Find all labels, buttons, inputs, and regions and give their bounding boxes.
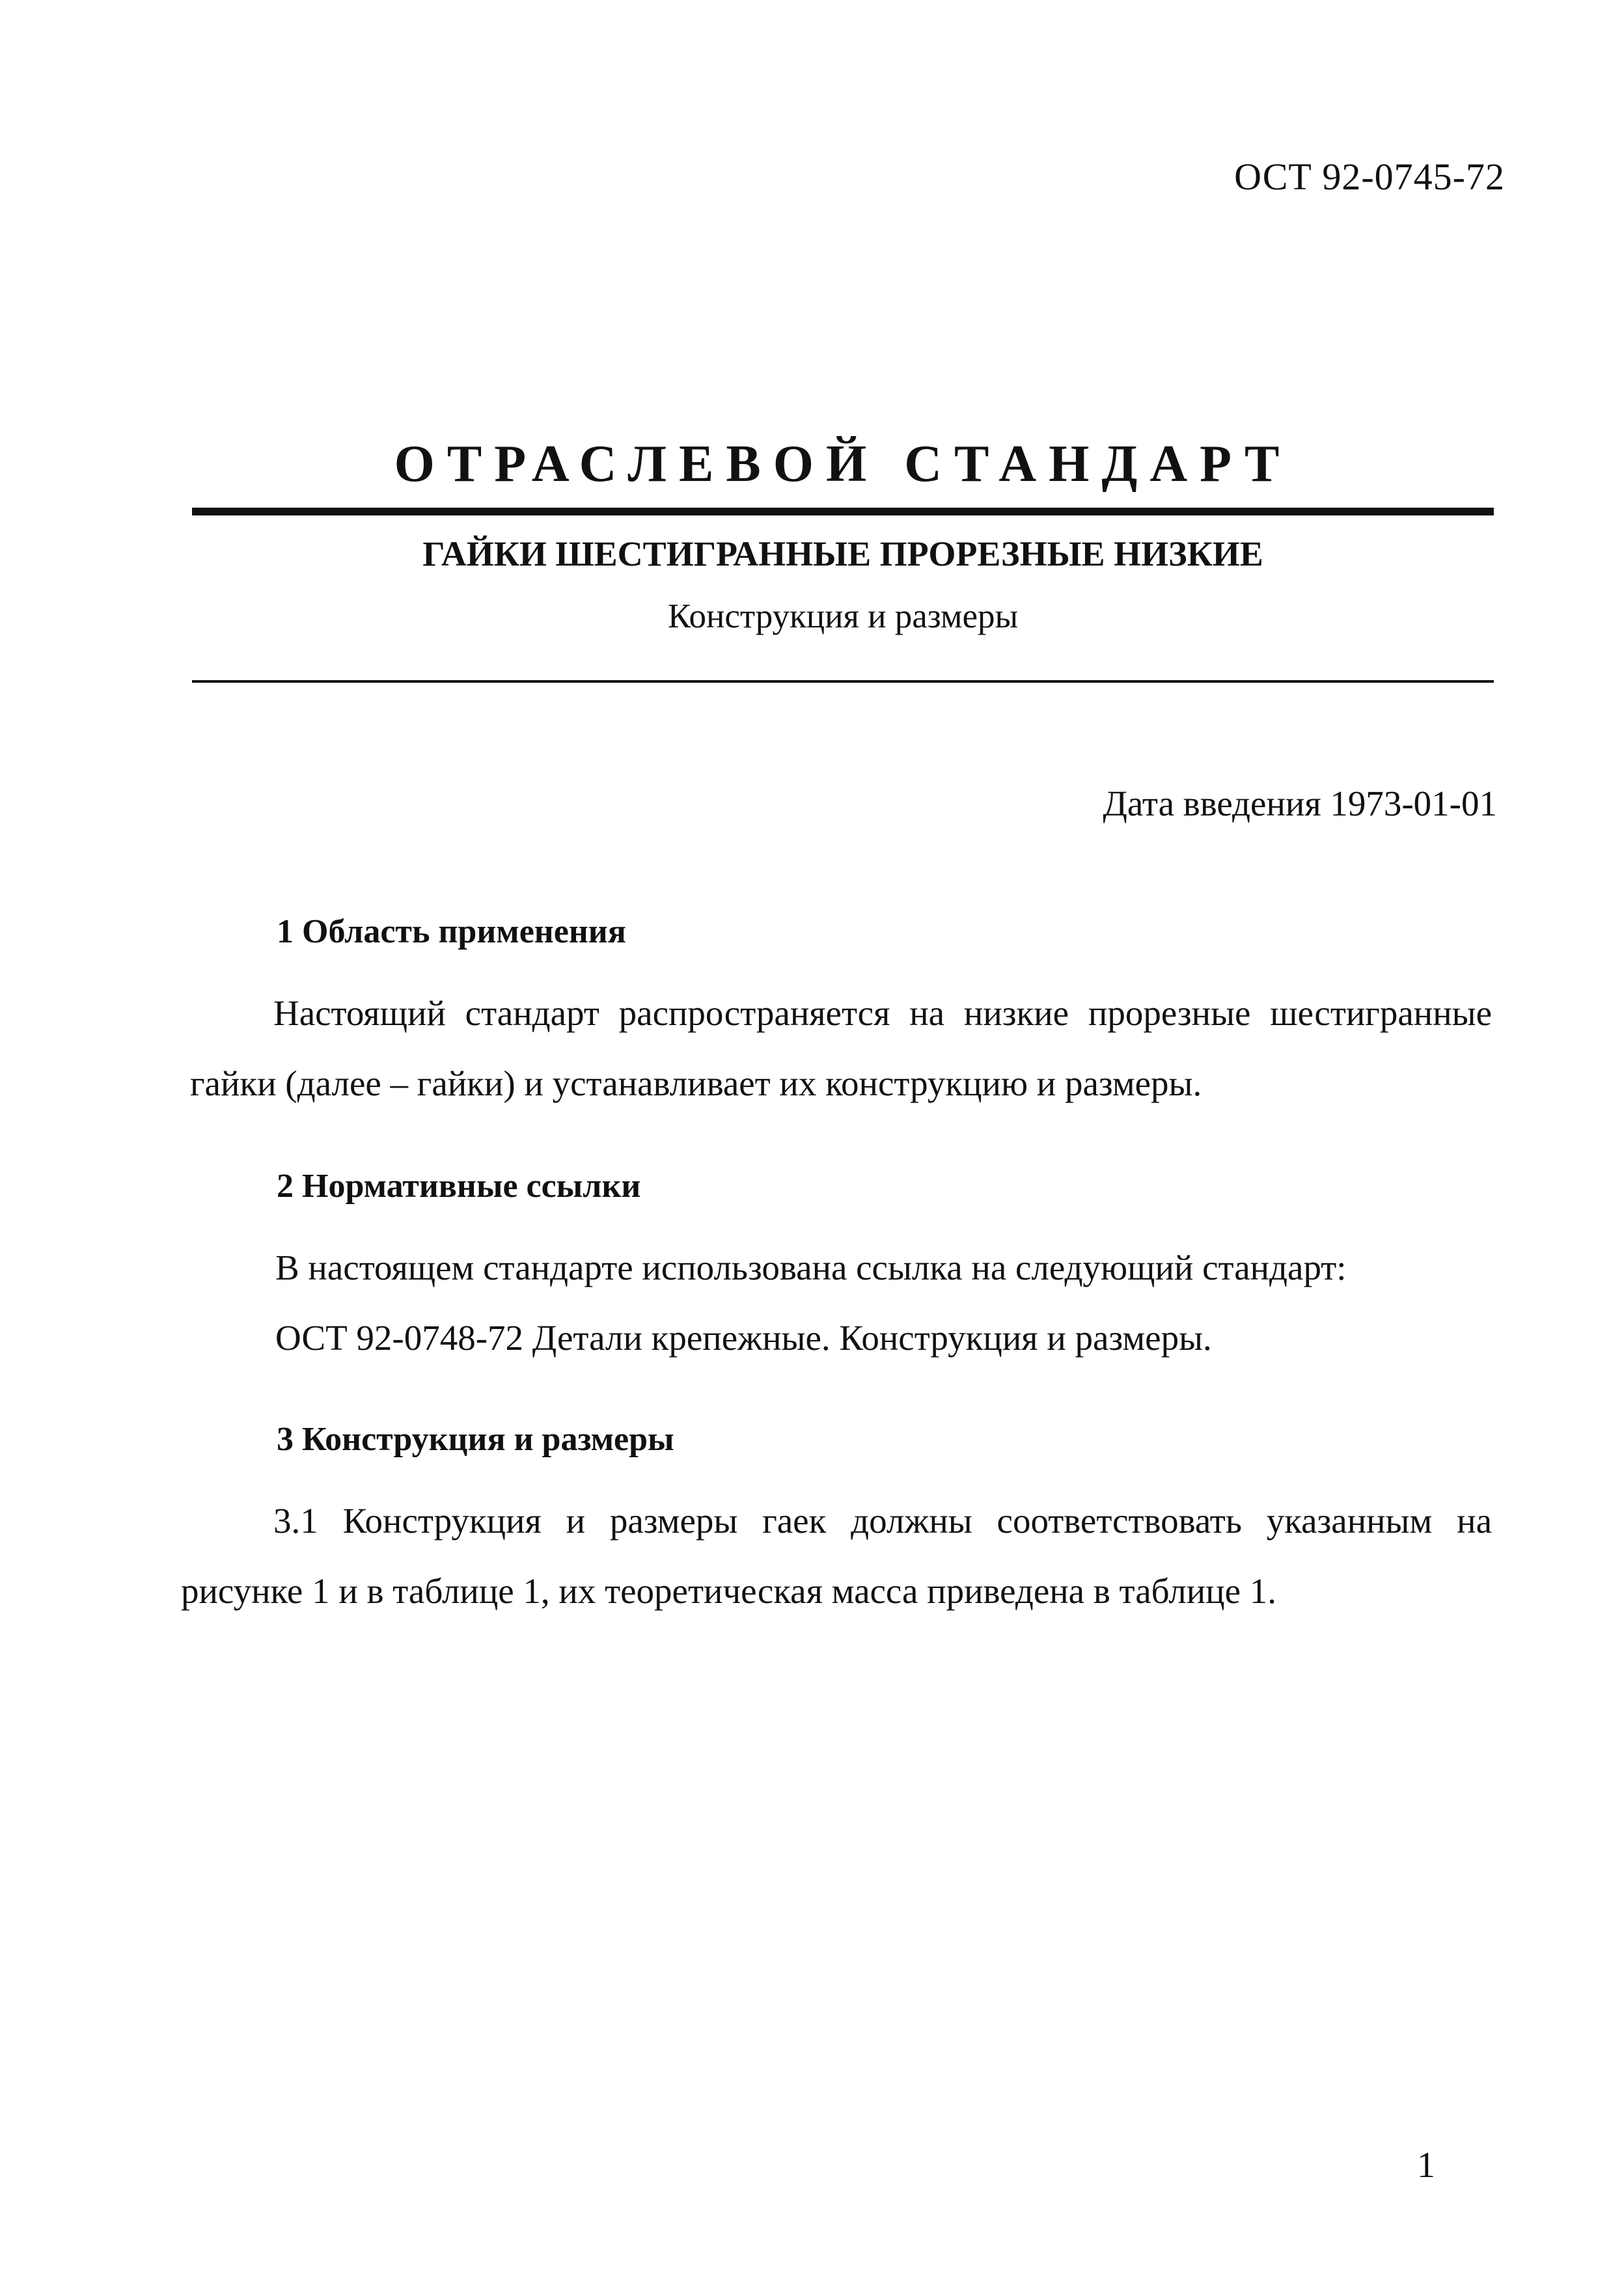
design-paragraph-line-2: рисунке 1 и в таблице 1, их теоретическая масса приведена в таблице 1.: [181, 1571, 1277, 1611]
standard-title: ОТРАСЛЕВОЙ СТАНДАРТ: [394, 435, 1292, 493]
references-paragraph-line-1: В настоящем стандарте использована ссылка на следующий стандарт:: [275, 1248, 1347, 1287]
standard-subtitle-description: Конструкция и размеры: [667, 597, 1019, 635]
design-paragraph-line-1: 3.1 Конструкция и размеры гаек должны соответствовать указанным на: [273, 1501, 1492, 1541]
scope-paragraph-line-1: Настоящий стандарт распространяется на низкие прорезные шестигранные: [273, 993, 1492, 1033]
document-code: ОСТ 92-0745-72: [1234, 156, 1505, 198]
page-number: 1: [1417, 2145, 1435, 2186]
introduction-date: Дата введения 1973-01-01: [1103, 784, 1497, 823]
scope-paragraph-line-2: гайки (далее – гайки) и устанавливает их конструкцию и размеры.: [190, 1063, 1202, 1103]
section-heading-references: 2 Нормативные ссылки: [277, 1168, 641, 1205]
title-divider-thin: [192, 680, 1494, 683]
references-paragraph-line-2: ОСТ 92-0748-72 Детали крепежные. Конструкция и размеры.: [275, 1318, 1212, 1358]
section-heading-design: 3 Конструкция и размеры: [277, 1421, 674, 1458]
title-divider-thick: [192, 508, 1494, 515]
standard-subtitle: ГАЙКИ ШЕСТИГРАННЫЕ ПРОРЕЗНЫЕ НИЗКИЕ: [422, 534, 1263, 573]
section-heading-scope: 1 Область применения: [277, 913, 626, 950]
